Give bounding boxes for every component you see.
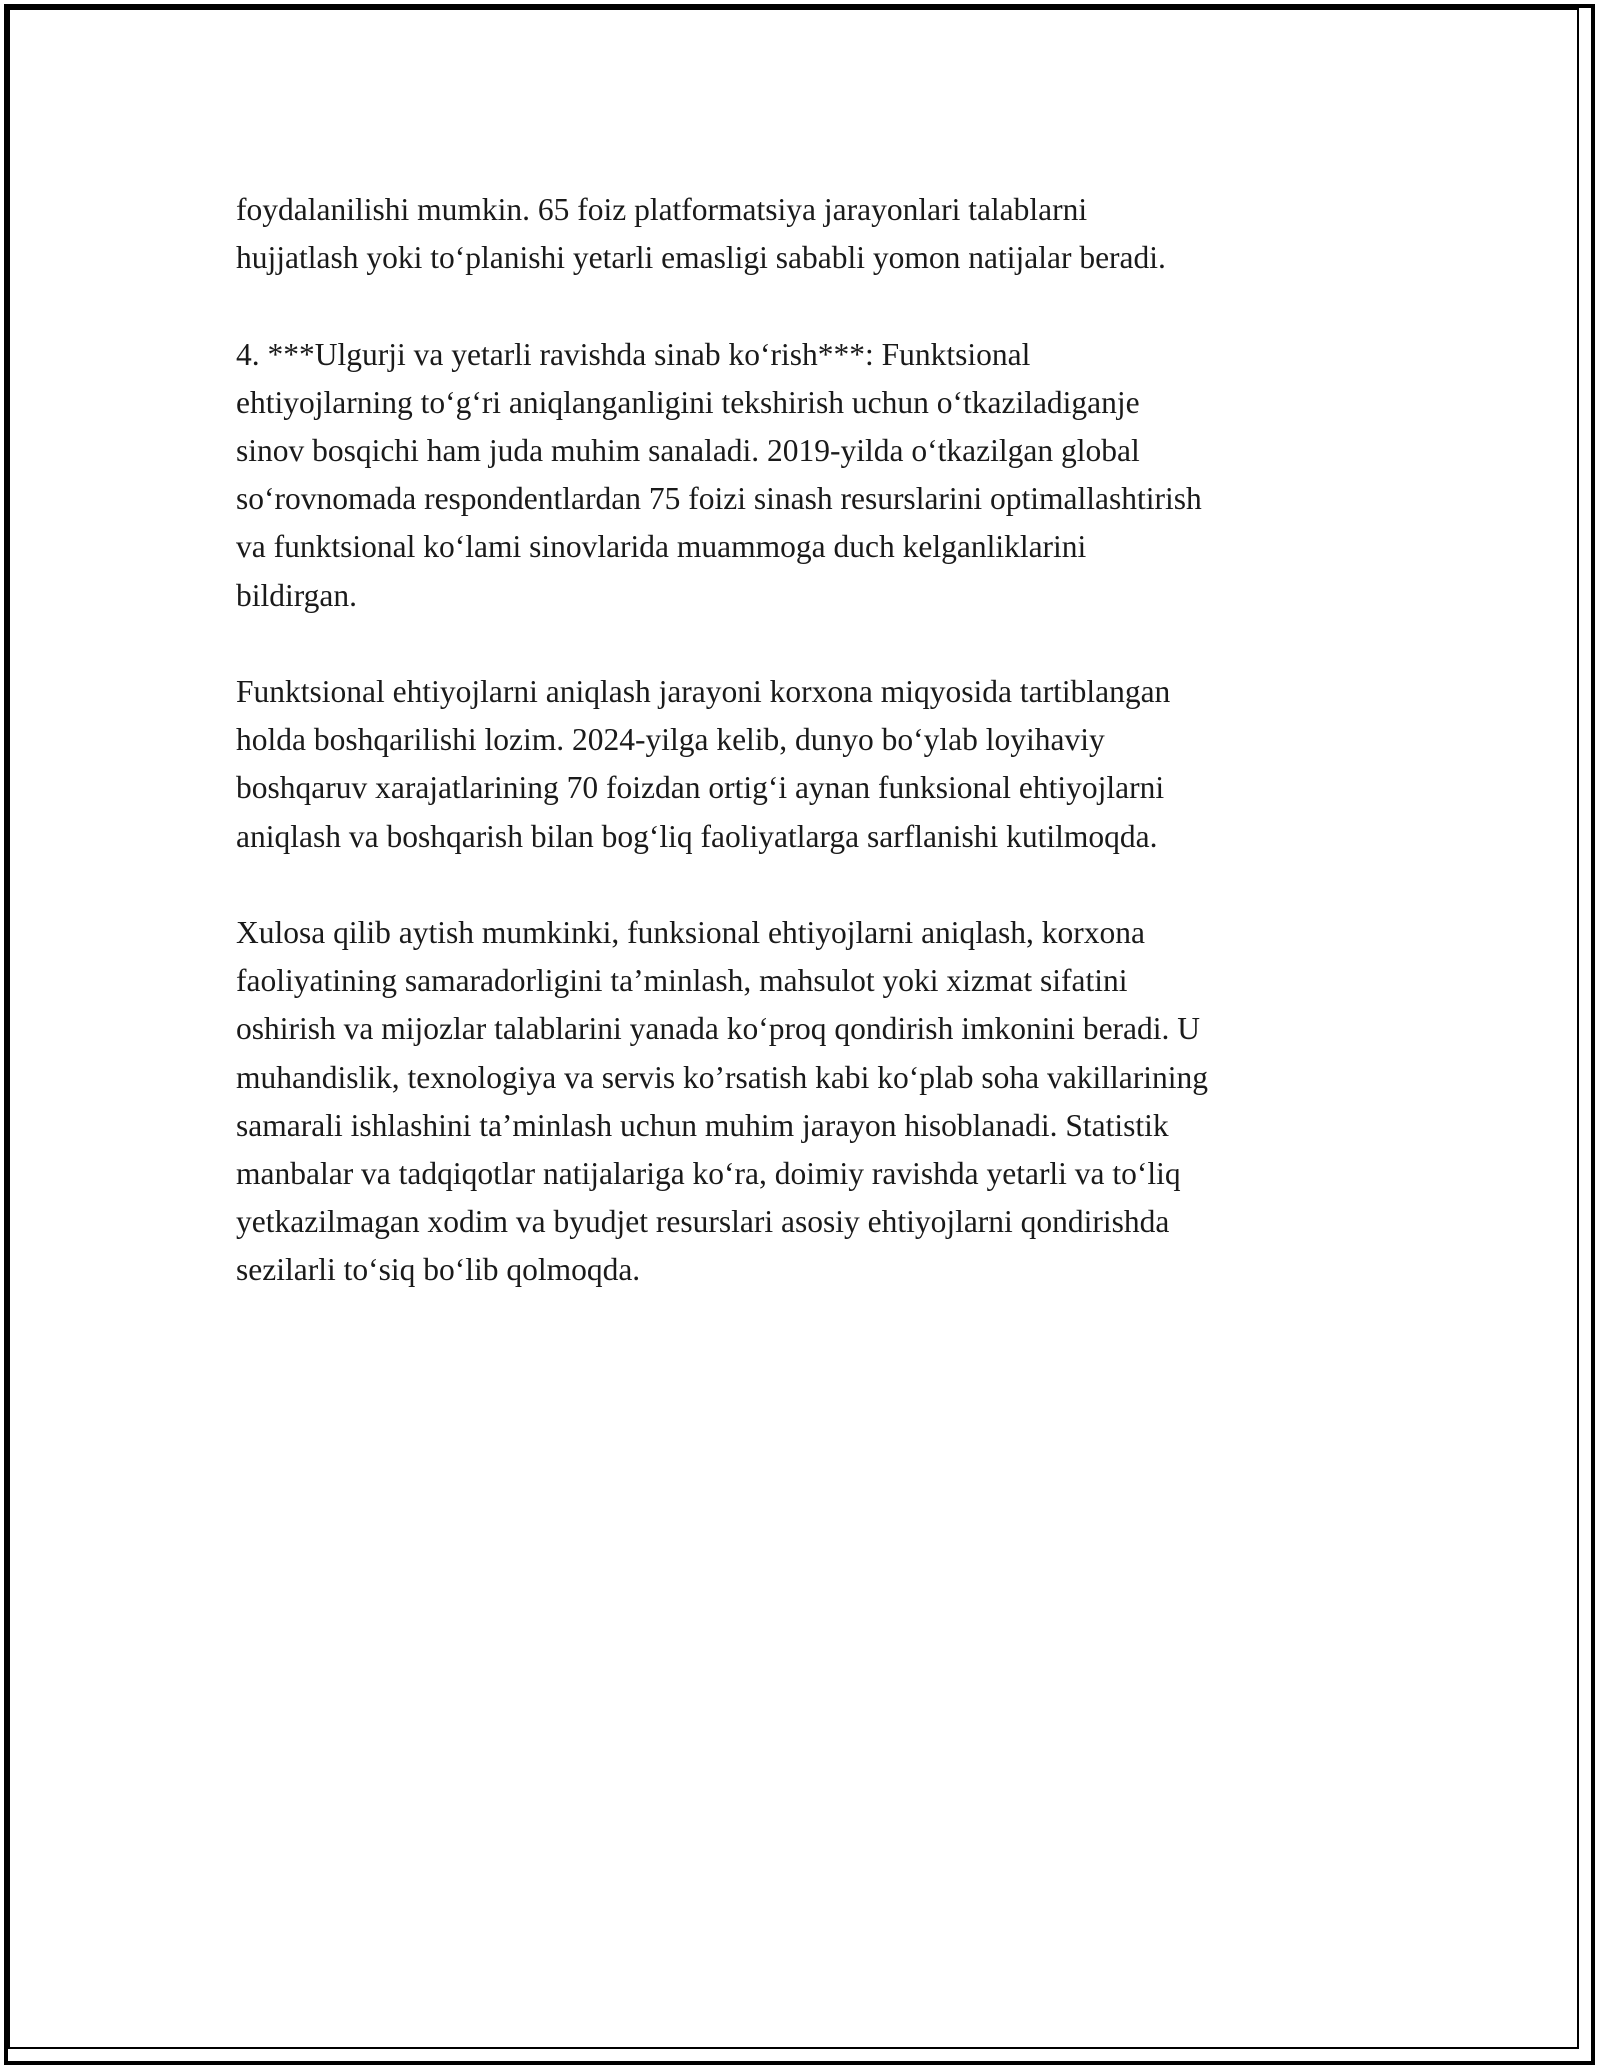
- text-line: manbalar va tadqiqotlar natijalariga ko‘ra, doimiy ravishda yetarli va to‘liq: [236, 1156, 1181, 1192]
- text-line: va funktsional ko‘lami sinovlarida muammoga duch kelganliklarini: [236, 529, 1087, 565]
- text-line: foydalanilishi mumkin. 65 foiz platformatsiya jarayonlari talablarni: [236, 192, 1088, 227]
- text-line: sezilarli to‘siq bo‘lib qolmoqda.: [236, 1252, 641, 1288]
- text-line: bildirgan.: [236, 577, 358, 613]
- text-line: faoliyatining samaradorligini ta’minlash, mahsulot yoki xizmat sifatini: [236, 963, 1128, 999]
- document-body: [236, 186, 1376, 1343]
- text-line: hujjatlash yoki to‘planishi yetarli emasligi sababli yomon natijalar beradi.: [236, 240, 1166, 276]
- text-line: oshirish va mijozlar talablarini yanada ko‘proq qondirish imkonini beradi. U: [236, 1011, 1201, 1047]
- paragraph-continuation: [236, 186, 1376, 282]
- text-line: Funktsional ehtiyojlarni aniqlash jarayoni korxona miqyosida tartiblangan: [236, 674, 1171, 709]
- text-line: samarali ishlashini ta’minlash uchun muhim jarayon hisoblanadi. Statistik: [236, 1107, 1169, 1143]
- text-line: muhandislik, texnologiya va servis ko’rsatish kabi ko‘plab soha vakillarining: [236, 1059, 1208, 1095]
- paragraph-management: [236, 668, 1376, 861]
- text-line: boshqaruv xarajatlarining 70 foizdan ortig‘i aynan funksional ehtiyojlarni: [236, 770, 1165, 806]
- text-line: aniqlash va boshqarish bilan bog‘liq faoliyatlarga sarflanishi kutilmoqda.: [236, 818, 1158, 854]
- text-line: yetkazilmagan xodim va byudjet resurslari asosiy ehtiyojlarni qondirishda: [236, 1204, 1170, 1240]
- text-line: ehtiyojlarning to‘g‘ri aniqlanganligini tekshirish uchun o‘tkaziladiganje: [236, 384, 1140, 420]
- text-line: 4. ***Ulgurji va yetarli ravishda sinab ko‘rish***: Funktsional: [236, 336, 1031, 372]
- paragraph-conclusion: [236, 909, 1376, 1295]
- text-line: sinov bosqichi ham juda muhim sanaladi. 2019-yilda o‘tkazilgan global: [236, 433, 1140, 468]
- text-line: so‘rovnomada respondentlardan 75 foizi sinash resurslarini optimallashtirish: [236, 481, 1202, 517]
- text-line: holda boshqarilishi lozim. 2024-yilga kelib, dunyo bo‘ylab loyihaviy: [236, 722, 1105, 758]
- paragraph-item-4: [236, 331, 1376, 620]
- text-line: Xulosa qilib aytish mumkinki, funksional ehtiyojlarni aniqlash, korxona: [236, 915, 1146, 950]
